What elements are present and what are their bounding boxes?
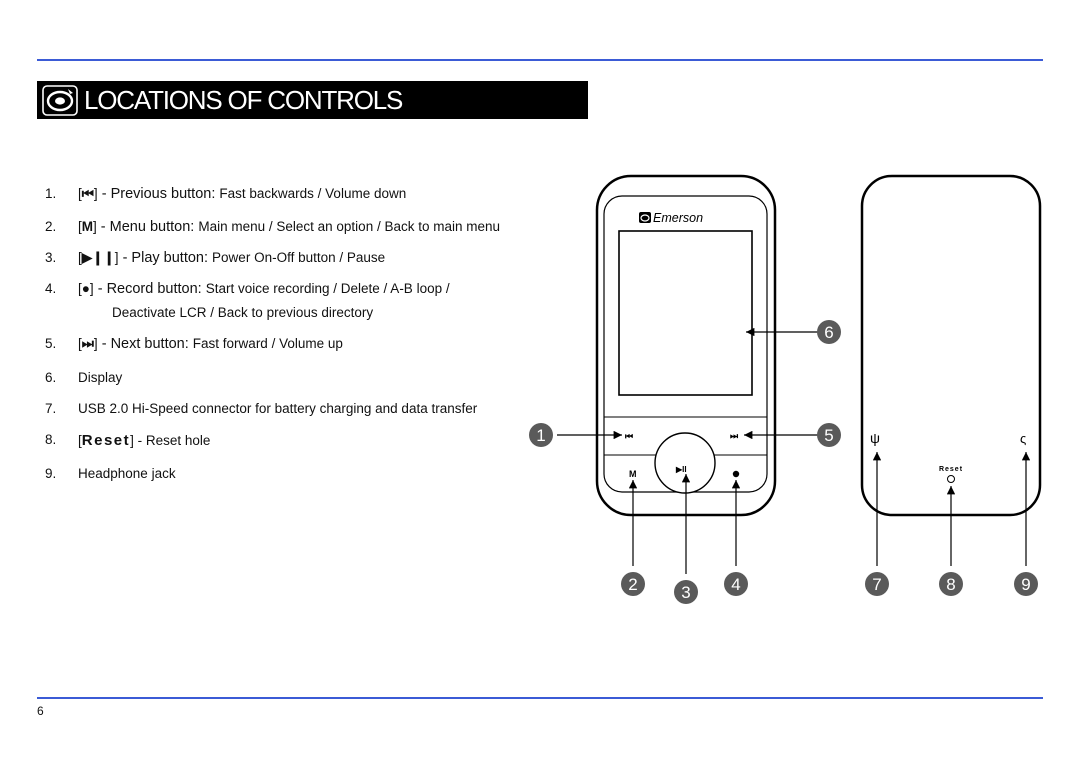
- usb-port-icon: ψ: [870, 430, 880, 446]
- emerson-logo-icon: [639, 212, 651, 223]
- next-icon: ⏭: [81, 336, 94, 351]
- page-number: 6: [37, 704, 44, 718]
- record-icon: ●: [81, 281, 90, 296]
- bracket-close: ]: [93, 219, 97, 234]
- item-number: 3.: [45, 250, 57, 265]
- item-number: 1.: [45, 186, 57, 201]
- bracket-close: ]: [93, 336, 98, 351]
- item-number: 2.: [45, 219, 57, 234]
- item-description: Fast backwards / Volume down: [219, 186, 407, 201]
- next-button-icon: ⏭: [730, 431, 739, 441]
- page-title: LOCATIONS OF CONTROLS: [84, 85, 403, 115]
- item-number: 6.: [45, 370, 57, 385]
- callout-number: 8: [946, 575, 956, 594]
- item-description: Fast forward / Volume up: [192, 336, 343, 351]
- item-text: Headphone jack: [78, 466, 176, 481]
- play-pause-button-icon: ▶II: [676, 465, 687, 474]
- item-name: - Next button:: [97, 336, 193, 352]
- bracket-open: [: [78, 186, 82, 201]
- display-screen: [619, 231, 752, 395]
- item-name: - Previous button:: [97, 186, 220, 202]
- bracket-close: ]: [89, 281, 94, 296]
- bracket-open: [: [78, 336, 82, 351]
- item-description: Power On-Off button / Pause: [212, 250, 386, 265]
- callout-number: 1: [536, 426, 546, 445]
- item-description: - Reset hole: [133, 433, 211, 448]
- callout-number: 2: [628, 575, 638, 594]
- item-name: - Play button:: [118, 250, 213, 266]
- bracket-close: ]: [114, 250, 119, 265]
- brand-logo-text: Emerson: [653, 211, 704, 225]
- callout-number: 3: [681, 583, 691, 602]
- item-number: 9.: [45, 466, 57, 481]
- item-name: - Menu button:: [96, 219, 199, 235]
- reset-label: Reset: [81, 432, 131, 449]
- item-number: 5.: [45, 336, 57, 351]
- previous-icon: ⏮: [81, 186, 94, 201]
- item-text: Display: [78, 370, 123, 385]
- reset-hole-label: Reset: [938, 466, 964, 473]
- item-description: Main menu / Select an option / Back to main menu: [198, 219, 501, 234]
- callout-number: 6: [824, 323, 834, 342]
- menu-icon: M: [81, 219, 94, 234]
- bottom-rule: [37, 697, 1043, 699]
- play-button-ring: [655, 433, 715, 493]
- play-pause-icon: ▶❙❙: [81, 250, 115, 265]
- reset-hole: [948, 476, 955, 483]
- device-front: [597, 176, 775, 515]
- bracket-open: [: [78, 433, 82, 448]
- item-description-continuation: Deactivate LCR / Back to previous directory: [112, 305, 374, 320]
- item-text: USB 2.0 Hi-Speed connector for battery charging and data transfer: [78, 401, 478, 416]
- bracket-close: ]: [130, 433, 134, 448]
- bracket-open: [: [78, 281, 82, 296]
- callout-number: 5: [824, 426, 834, 445]
- callout-number: 9: [1021, 575, 1031, 594]
- bracket-close: ]: [93, 186, 98, 201]
- callout-number: 7: [872, 575, 882, 594]
- item-number: 4.: [45, 281, 57, 296]
- bracket-open: [: [78, 219, 82, 234]
- item-description: Start voice recording / Delete / A-B loop /: [205, 281, 450, 296]
- item-number: 7.: [45, 401, 57, 416]
- item-name: - Record button:: [93, 281, 206, 297]
- device-back: [862, 176, 1040, 515]
- previous-button-icon: ⏮: [625, 431, 634, 441]
- bracket-open: [: [78, 250, 82, 265]
- headphone-jack-icon: ς: [1020, 431, 1027, 446]
- item-number: 8.: [45, 432, 57, 447]
- callout-number: 4: [731, 575, 741, 594]
- menu-button-icon: M: [629, 469, 637, 479]
- record-button-icon: [733, 471, 739, 477]
